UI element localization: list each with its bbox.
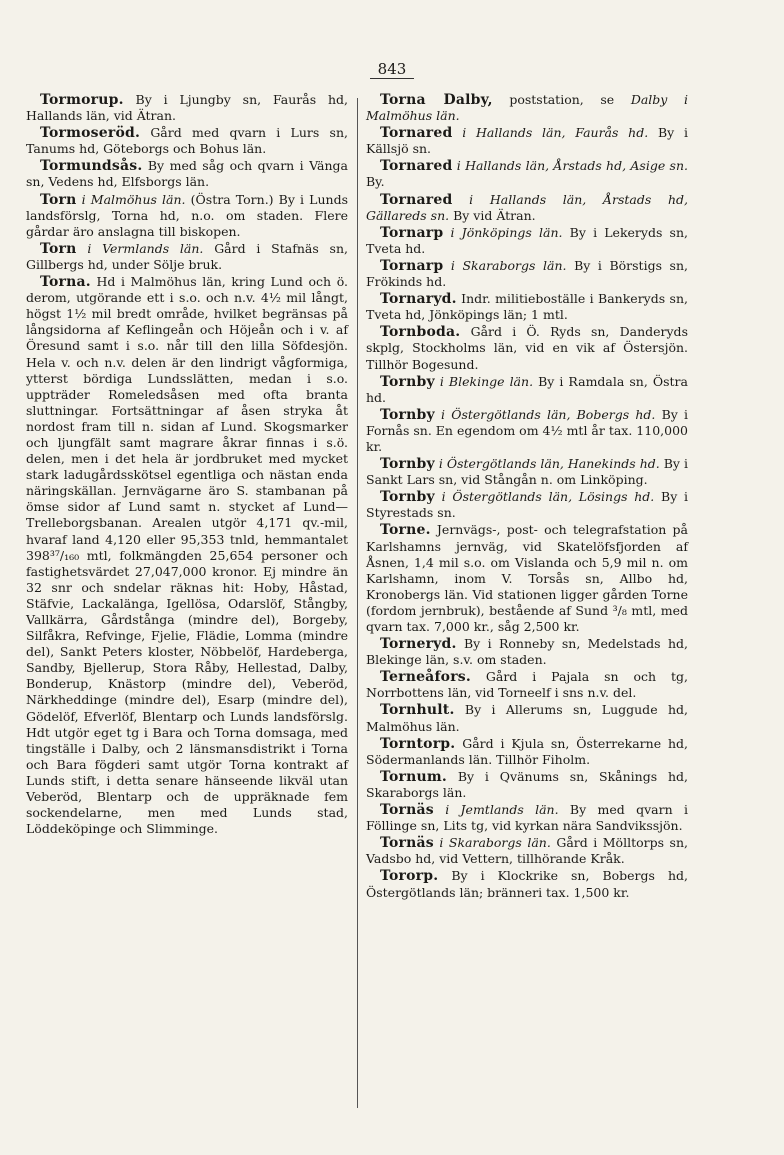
left-column [26, 92, 348, 838]
entry-crossref: Dalby i Malmöhus län. [366, 92, 688, 124]
entry-tornared-asige [366, 158, 688, 190]
entry-headword: Tormoseröd. [40, 125, 141, 142]
entry-tornaryd [366, 291, 688, 323]
entry-torna [26, 274, 348, 837]
entry-headword: Tornboda. [380, 324, 461, 341]
entry-headword: Torn [40, 191, 77, 208]
entry-headword: Tormorup. [40, 92, 124, 108]
entry-qualifier: i Malmöhus län. [81, 191, 186, 207]
entry-tornum [366, 769, 688, 801]
entry-headword: Tornum. [380, 768, 447, 785]
entry-body: poststation, se [509, 92, 615, 107]
entry-headword: Tormundsås. [40, 158, 143, 175]
entry-body: By. [366, 174, 385, 190]
entry-qualifier: i Vermlands län. [87, 240, 204, 256]
entry-body: Gård i Ö. Ryds sn, Danderyds skplg, Stockholms län, vid en vik af Östersjön. Tillhör Bogesund. [366, 324, 688, 372]
entry-tornas-skaraborg [366, 835, 688, 867]
entry-terneafors [366, 669, 688, 701]
entry-tornhult [366, 702, 688, 734]
entry-tornby-boberg [366, 407, 688, 455]
entry-body: Hd i Malmöhus län, kring Lund och ö. derom, utgörande ett i s.o. och n.v. 4½ mil långt, högst 1½ mil bredt område, hvilket begränsas på långsidorna af Keflingeån och Höjeån och i v. af Öresund samt i s.o. når till den lilla Söfdesjön. Hela v. och n.v. delen är den lindrigt vågformiga, ytterst bördiga Lundsslätten, medan i s.o. uppträder Romeledsåsen med ofta branta sluttningar. Fortsättningar af åsen stryka åt nordost fram till n. sidan af Lund. Skogsmarker och ljungfält samt magrare åkrar finnas i s.ö. delen, men i det hela är jordbruket med mycket stark ladugårdsskötsel egentliga och nästan enda näringskällan. Jernvägarne äro S. stambanan på ömse sidor af Lund samt n. stycket af Lund—Trelleborgsbanan. Arealen utgör 4,171 qv.-mil, hvaraf land 4,120 eller 95,353 tnld, hemmantalet 398³⁷/₁₆₀ mtl, folkmängden 25,654 personer och fastighetsvärdet 27,047,000 kronor. Ej mindre än 32 snr och sndelar räknas hit: Hoby, Håstad, Stäfvie, Lackalänga, Igellösa, Odarslöf, Stångby, Vallkärra, Gårdstånga (mindre del), Borgeby, Silfåkra, Refvinge, Fjelie, Flädie, Lomma (mindre del), Sankt Peters kloster, Nöbbelöf, Hardeberga, Sandby, Bjellerup, Stora Råby, Hellestad, Dalby, Bonderup, Knästorp (mindre del), Veberöd, Närkheddinge (mindre del), Esarp (mindre del), Gödelöf, Efverlöf, Blentarp och Lunds landsförslg. Hdt utgör eget tg i Bara och Torna domsaga, med tingställe i Dalby, och 2 länsmansdistrikt i Torna och Bara fögderi samt utgör Torna kontrakt af Lunds stift, i detta senare hänseende likväl utan Veberöd, Blentarp och de uppräknade fem sockendelarne, men med Lunds stad, Löddeköpinge och Slimminge. [26, 274, 348, 837]
entry-body: By i Allerums sn, Luggude hd, Malmöhus län. [366, 702, 688, 734]
entry-tormoserod [26, 125, 348, 157]
entry-qualifier: i Östergötlands län, Bobergs hd. [441, 406, 656, 422]
entry-body: Jernvägs-, post- och telegrafstation på Karlshamns jernväg, vid Skatelöfsfjorden af Åsnen, 1,4 mil s.o. om Vislanda och 5,9 mil n. om Karlshamn, inom V. Torsås sn, Allbo hd, Kronobergs län. Vid stationen ligger gården Torne (fordom jernbruk), bestående af Sund ³/₈ mtl, med qvarn tax. 7,000 kr., såg 2,500 kr. [366, 522, 688, 634]
entry-qualifier: i Hallands län, Årstads hd, Gällareds sn. [366, 191, 688, 223]
entry-headword: Torn [40, 240, 77, 257]
entry-qualifier: i Hallands län, Årstads hd, Asige sn. [456, 158, 688, 174]
entry-torntorp [366, 736, 688, 768]
entry-headword: Torntorp. [380, 735, 456, 752]
entry-headword: Tornared [380, 158, 453, 175]
entry-tornby-hanekind [366, 456, 688, 488]
entry-body: Gård i Kjula sn, Österrekarne hd, Södermanlands län. Tillhör Fiholm. [366, 735, 688, 767]
entry-headword: Torna. [40, 274, 91, 291]
entry-tornared-gallared [366, 192, 688, 224]
entry-body: Gård med qvarn i Lurs sn, Tanums hd, Göteborgs och Bohus län. [26, 125, 348, 157]
entry-tornared-faurás [366, 125, 688, 157]
entry-headword: Tornäs [380, 802, 434, 819]
right-column [366, 92, 688, 902]
entry-qualifier: i Östergötlands län, Hanekinds hd. [438, 456, 660, 472]
entry-headword: Tornared [380, 191, 453, 208]
column-divider [357, 98, 358, 1108]
entry-body: By i Fornås sn. En egendom om 4½ mtl år tax. 110,000 kr. [366, 406, 689, 454]
entry-body: By i Styrestads sn. [366, 489, 688, 521]
entry-torn-malmohus [26, 192, 348, 240]
entry-body: By vid Ätran. [453, 207, 536, 223]
entry-body: By i Sankt Lars sn, vid Stångån n. om Linköping. [366, 456, 688, 488]
entry-headword: Torneryd. [380, 636, 457, 653]
entry-body: By i Källsjö sn. [366, 125, 688, 157]
entry-tornarp-jonkoping [366, 225, 688, 257]
entry-body: Indr. militieboställe i Bankeryds sn, Tveta hd, Jönköpings län; 1 mtl. [366, 291, 688, 323]
entry-body: By i Qvänums sn, Skånings hd, Skaraborgs län. [366, 768, 688, 800]
entry-headword: Tornäs [380, 835, 434, 852]
entry-headword: Tornhult. [380, 702, 455, 719]
entry-headword: Tororp. [380, 868, 439, 885]
entry-tornas-jemtland [366, 802, 688, 834]
entry-qualifier: i Skaraborgs län. [439, 835, 551, 851]
entry-headword: Tornarp [380, 257, 444, 274]
entry-body: Gård i Pajala sn och tg, Norrbottens län, vid Torneelf i sns n.v. del. [366, 669, 688, 701]
entry-tornboda [366, 324, 688, 372]
entry-tornby-losing [366, 489, 688, 521]
entry-body: By i Ramdala sn, Östra hd. [366, 373, 688, 405]
entry-body: (Östra Torn.) By i Lunds landsförslg, Torna hd, n.o. om staden. Flere gårdar äro anslagna till biskopen. [26, 191, 349, 239]
entry-headword: Tornby [380, 406, 435, 423]
entry-tornby-blekinge [366, 374, 688, 406]
entry-torneryd [366, 636, 688, 668]
entry-body: By i Börstigs sn, Frökinds hd. [366, 257, 688, 290]
entry-tororp [366, 868, 688, 900]
entry-headword: Tornby [380, 373, 435, 390]
entry-qualifier: i Östergötlands län, Lösings hd. [441, 489, 655, 505]
entry-tornarp-skaraborg [366, 258, 688, 290]
entry-qualifier: i Skaraborgs län. [450, 257, 567, 273]
entry-headword: Tornared [380, 125, 453, 142]
entry-headword: Tornaryd. [380, 291, 457, 308]
entry-torne [366, 522, 688, 635]
page-number [0, 60, 784, 78]
entry-tormundsas [26, 158, 348, 190]
entry-torna-dalby [366, 92, 688, 124]
entry-torn-vermland [26, 241, 348, 273]
entry-headword: Terneåfors. [380, 669, 471, 686]
entry-qualifier: i Blekinge län. [439, 373, 534, 389]
entry-headword: Tornby [380, 489, 435, 506]
entry-headword: Torne. [380, 522, 431, 539]
entry-body: By med såg och qvarn i Vänga sn, Vedens hd, Elfsborgs län. [26, 158, 348, 190]
entry-qualifier: i Hallands län, Faurås hd. [462, 125, 649, 141]
entry-body: By med qvarn i Föllinge sn, Lits tg, vid kyrkan nära Sandvikssjön. [366, 802, 688, 834]
entry-body: By i Ronneby sn, Medelstads hd, Blekinge län, s.v. om staden. [366, 636, 688, 668]
entry-headword: Tornby [380, 456, 435, 473]
entry-body: Gård i Stafnäs sn, Gillbergs hd, under Sölje bruk. [26, 240, 348, 272]
page-number-text: 843 [370, 60, 415, 79]
entry-body: By i Ljungby sn, Faurås hd, Hallands län, vid Ätran. [26, 92, 348, 124]
entry-body: Gård i Mölltorps sn, Vadsbo hd, vid Vettern, tillhörande Kråk. [366, 835, 688, 867]
entry-headword: Torna Dalby, [380, 92, 493, 108]
entry-qualifier: i Jönköpings län. [450, 224, 563, 240]
entry-headword: Tornarp [380, 224, 444, 241]
entry-qualifier: i Jemtlands län. [445, 802, 559, 818]
entry-body: By i Klockrike sn, Bobergs hd, Östergötlands län; bränneri tax. 1,500 kr. [366, 868, 688, 900]
entry-tormorup [26, 92, 348, 124]
entry-body: By i Lekeryds sn, Tveta hd. [366, 224, 688, 256]
